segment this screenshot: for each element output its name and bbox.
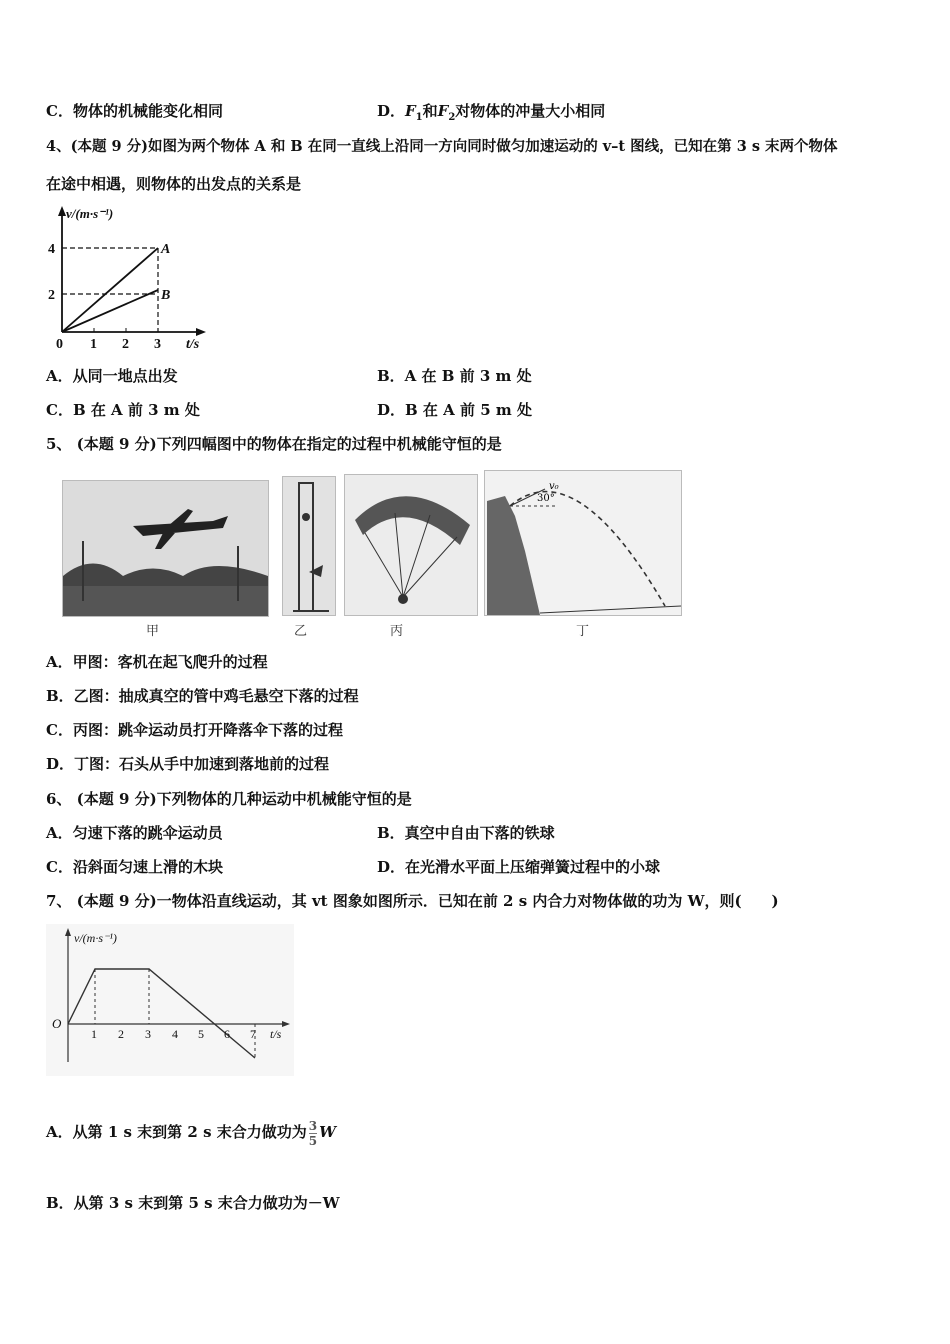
q7-tick-2: 2 (118, 1027, 124, 1041)
q4-stem-line1: 4、(本题 9 分)如图为两个物体 A 和 B 在同一直线上沿同一方向同时做匀加速运动的 v–t 图线，已知在第 3 s 末两个物体 (46, 138, 838, 155)
q7-tick-1: 1 (91, 1027, 97, 1041)
q4-y-arrow (58, 206, 66, 216)
q4-option-b: B．A 在 B 前 3 m 处 (377, 367, 532, 385)
q6-option-a: A．匀速下落的跳伞运动员 (46, 824, 223, 842)
q6-option-c: C．沿斜面匀速上滑的木块 (46, 858, 223, 876)
q4-tick-x2: 2 (122, 337, 129, 350)
q4-line-a (62, 248, 158, 332)
q7-vt-graph (46, 924, 294, 1076)
q4-vt-graph (40, 200, 220, 350)
q4-x-arrow (196, 328, 206, 336)
q7-option-a: A．从第 1 s 末到第 2 s 末合力做功为 $\frac{3}{5}$ W (46, 1118, 336, 1148)
q7-origin: O (52, 1016, 62, 1031)
q7-option-b: B．从第 3 s 末到第 5 s 末合力做功为－W (46, 1194, 340, 1212)
q4-line-b (62, 290, 158, 332)
q5-angle-label: 30° (537, 493, 555, 504)
q6-option-b: B．真空中自由下落的铁球 (377, 824, 555, 842)
q4-tick-x3: 3 (154, 337, 161, 350)
q4-tick-y4: 4 (48, 242, 55, 257)
q7-x-label: t/s (270, 1027, 282, 1041)
q5-option-c: C．丙图：跳伞运动员打开降落伞下落的过程 (46, 721, 343, 739)
q7-y-label: v/(m·s⁻¹) (74, 931, 117, 945)
q5-image-jia (62, 480, 269, 617)
q4-tick-x1: 1 (90, 337, 97, 350)
q4-y-label: v/(m·s⁻¹) (66, 206, 114, 221)
q5-option-b: B．乙图：抽成真空的管中鸡毛悬空下落的过程 (46, 687, 359, 705)
q5-option-d: D．丁图：石头从手中加速到落地前的过程 (46, 755, 330, 773)
q4-tick-x0: 0 (56, 337, 63, 350)
q3-option-d: D．$F_1$和$F_2$对物体的冲量大小相同 (377, 102, 606, 123)
q7-tick-7: 7 (250, 1027, 256, 1041)
q7-stem: 7、 (本题 9 分)一物体沿直线运动，其 vt 图象如图所示．已知在前 2 s 内合力对物体做的功为 W，则( ) (46, 892, 779, 910)
q3-option-c: C．物体的机械能变化相同 (46, 102, 223, 120)
q7-tick-6: 6 (224, 1027, 230, 1041)
q4-tick-y2: 2 (48, 288, 55, 303)
q5-caption-bing: 丙 (390, 624, 404, 639)
projectile-illustration (485, 471, 681, 615)
q6-option-d: D．在光滑水平面上压缩弹簧过程中的小球 (377, 858, 661, 876)
q4-x-label: t/s (186, 337, 200, 350)
q5-image-ding (484, 470, 682, 616)
q5-caption-yi: 乙 (294, 624, 308, 639)
q4-stem-line2: 在途中相遇，则物体的出发点的关系是 (46, 175, 302, 193)
q7-tick-4: 4 (172, 1027, 178, 1041)
q5-image-yi (282, 476, 336, 616)
fraction-three-fifths: $\frac{3}{5}$ (308, 1118, 318, 1148)
q4-option-c: C．B 在 A 前 3 m 处 (46, 401, 200, 419)
q5-stem: 5、 (本题 9 分)下列四幅图中的物体在指定的过程中机械能守恒的是 (46, 435, 502, 453)
q5-v0-label: v₀ (549, 481, 559, 492)
q5-caption-ding: 丁 (576, 624, 590, 639)
q4-option-d: D．B 在 A 前 5 m 处 (377, 401, 532, 419)
q7-vt-line (68, 969, 255, 1058)
q5-image-bing (344, 474, 478, 616)
q6-stem: 6、 (本题 9 分)下列物体的几种运动中机械能守恒的是 (46, 790, 412, 808)
parachute-illustration (345, 475, 477, 615)
q4-label-a: A (161, 242, 171, 257)
airplane-illustration (63, 481, 268, 616)
q4-label-b: B (161, 288, 171, 303)
vacuum-tube-illustration (283, 477, 335, 615)
q4-option-a: A．从同一地点出发 (46, 367, 178, 385)
q5-caption-jia: 甲 (146, 624, 160, 639)
q7-tick-3: 3 (145, 1027, 151, 1041)
q5-option-a: A．甲图：客机在起飞爬升的过程 (46, 653, 268, 671)
q7-tick-5: 5 (198, 1027, 204, 1041)
